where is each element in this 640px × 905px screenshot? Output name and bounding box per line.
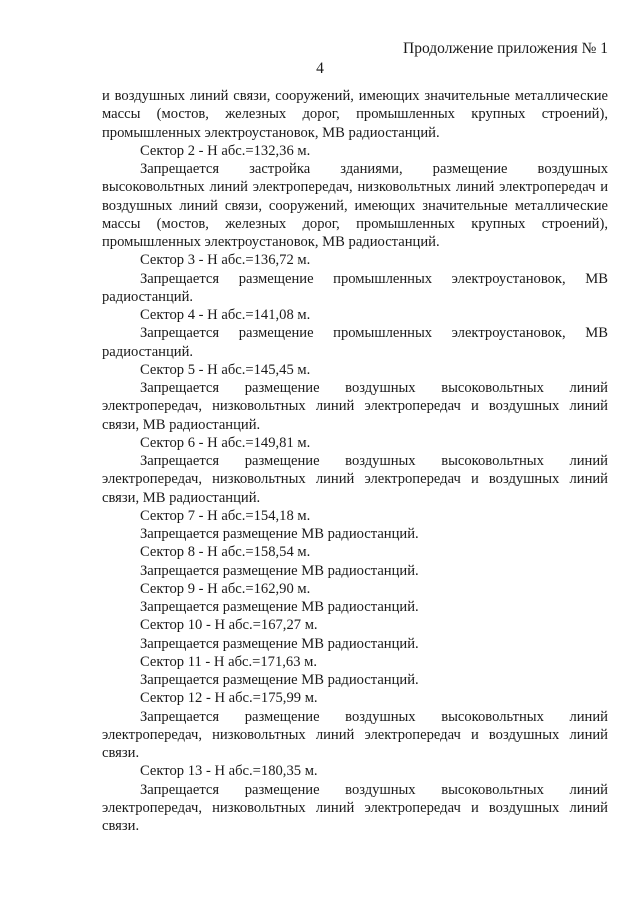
paragraph: Запрещается застройка зданиями, размещение воздушных высоковольтных линий электропередач, низковольтных линий электропередач и воздушных линий связи, сооружений, имеющих значительные металлические массы (мостов, железных дорог, промышленных крупных строений), промышленных электроустановок, МВ радиостанций. <box>102 161 608 250</box>
paragraph: Запрещается размещение воздушных высоковольтных линий электропередач, низковольтных линий электропередач и воздушных линий связи. <box>102 708 608 761</box>
sector-heading: Сектор 13 - Н абс.=180,35 м. <box>140 763 318 780</box>
sector-heading: Сектор 2 - Н абс.=132,36 м. <box>140 142 311 159</box>
sector-heading: Сектор 6 - Н абс.=149,81 м. <box>140 434 311 451</box>
sector-heading: Сектор 10 - Н абс.=167,27 м. <box>140 617 318 634</box>
sector-heading: Сектор 4 - Н абс.=141,08 м. <box>140 307 311 323</box>
paragraph: Запрещается размещение МВ радиостанций. <box>140 526 419 542</box>
sector-heading: Сектор 8 - Н абс.=158,54 м. <box>140 544 311 561</box>
paragraph: Запрещается размещение воздушных высоковольтных линий электропередач, низковольтных линий электропередач и воздушных линий связи, МВ радиостанций. <box>102 380 608 433</box>
paragraph: Запрещается размещение промышленных электроустановок, МВ радиостанций. <box>102 325 608 360</box>
paragraph: Запрещается размещение МВ радиостанций. <box>140 672 419 688</box>
sector-heading: Сектор 9 - Н абс.=162,90 м. <box>140 580 311 597</box>
page-number: 4 <box>316 60 324 77</box>
paragraph: Запрещается размещение МВ радиостанций. <box>140 562 419 579</box>
sector-heading: Сектор 5 - Н абс.=145,45 м. <box>140 361 311 378</box>
paragraph: Запрещается размещение МВ радиостанций. <box>140 635 419 652</box>
sector-heading: Сектор 12 - Н абс.=175,99 м. <box>140 690 318 707</box>
sector-heading: Сектор 11 - Н абс.=171,63 м. <box>140 653 318 670</box>
appendix-continuation-header: Продолжение приложения № 1 <box>403 40 608 57</box>
paragraph: Запрещается размещение воздушных высоковольтных линий электропередач, низковольтных линий электропередач и воздушных линий связи. <box>102 781 608 834</box>
document-body <box>102 87 608 835</box>
sector-heading: Сектор 7 - Н абс.=154,18 м. <box>140 507 311 524</box>
paragraph: Запрещается размещение МВ радиостанций. <box>140 599 419 615</box>
paragraph: и воздушных линий связи, сооружений, имеющих значительные металлические массы (мостов, железных дорог, промышленных крупных строений), промышленных электроустановок, МВ радиостанций. <box>102 88 608 141</box>
sector-heading: Сектор 3 - Н абс.=136,72 м. <box>140 252 311 269</box>
paragraph: Запрещается размещение промышленных электроустановок, МВ радиостанций. <box>102 270 608 305</box>
paragraph: Запрещается размещение воздушных высоковольтных линий электропередач, низковольтных линий электропередач и воздушных линий связи, МВ радиостанций. <box>102 453 608 506</box>
